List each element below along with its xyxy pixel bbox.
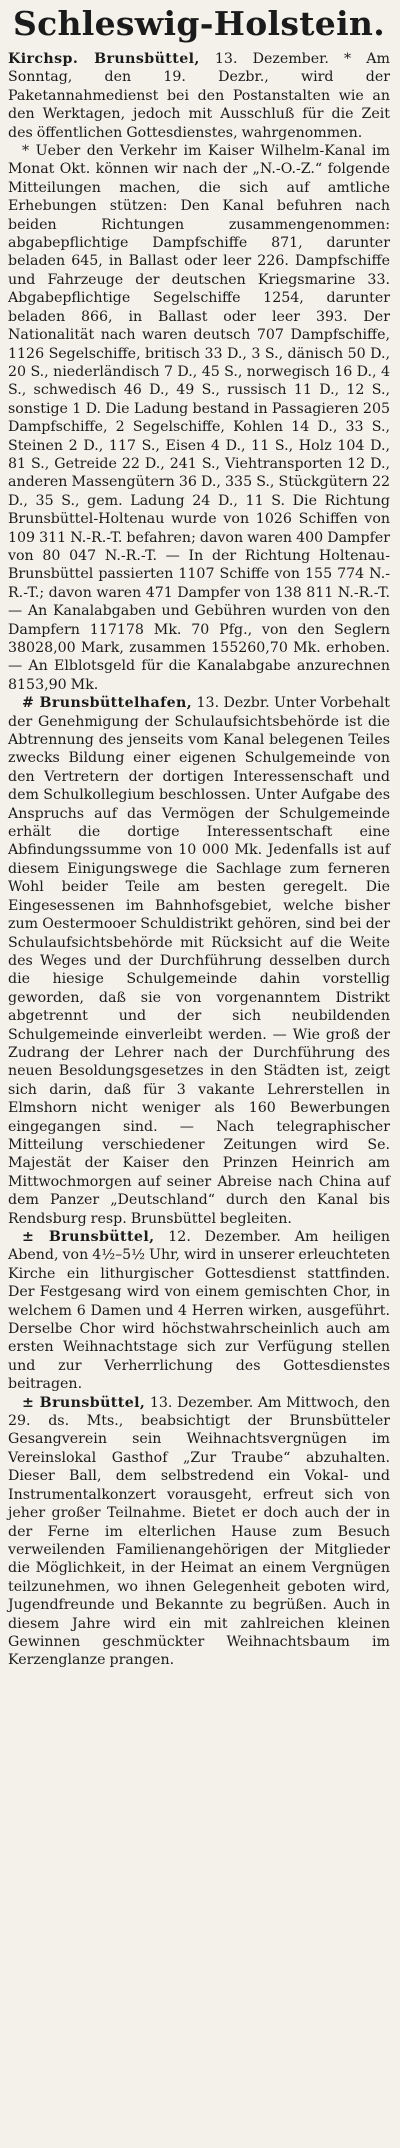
article-dateline: # Brunsbüttelhafen, — [22, 695, 193, 712]
article-text: * Am Sonntag, den 19. Dezbr., wird der Paketannahmedienst bei den Postanstalten wie an den Werktagen, jedoch mit Ausschluß für die Zeit des öffentlichen Gottesdienstes, wahrgenommen. — [8, 51, 390, 141]
article-date: 13. Dezbr. — [196, 695, 270, 712]
article-brunsbuettel-gesangverein — [8, 1394, 390, 1670]
article-paragraph — [8, 50, 390, 142]
article-paragraph — [8, 1394, 390, 1670]
article-text: Am Mittwoch, den 29. ds. Mts., beabsichtigt der Brunsbütteler Gesangverein sein Weihnachtsvergnügen im Vereinslokal Gasthof „Zur Traube“ abzuhalten. Dieser Ball, dem selbstredend ein Vokal- und Instrumentalkonzert vorausgeht, erfreut sich von jeher großer Teilnahme. Bietet er doch auch der in der Ferne im elterlichen Hause zum Besuch verweilenden Familienangehörigen der Mitglieder die Möglichkeit, in der Heimat an einem Vergnügen teilzunehmen, wo ihnen Gelegenheit geboten wird, Jugendfreunde und Bekannte zu begrüßen. Auch in diesem Jahre wird ein mit zahlreichen kleinen Gewinnen geschmückter Weihnachtsbaum im Kerzenglanze prangen. — [8, 1394, 390, 1669]
article-kirchspiel-brunsbuettel — [8, 50, 390, 694]
article-brunsbuettel-gottesdienst — [8, 1228, 390, 1394]
article-dateline: Kirchsp. Brunsbüttel, — [8, 51, 200, 67]
article-date: 13. Dezember. — [214, 51, 329, 67]
article-brunsbuettelhafen — [8, 694, 390, 1228]
article-paragraph — [8, 142, 390, 694]
article-dateline: ± Brunsbüttel, — [22, 1394, 146, 1411]
article-dateline: ± Brunsbüttel, — [22, 1229, 155, 1245]
article-text: * Ueber den Verkehr im Kaiser Wilhelm-Kanal im Monat Okt. können wir nach der „N.-O.-Z.“ folgende Mitteilungen machen, die sich auf amtliche Erhebungen stützen: Den Kanal befuhren nach beiden Richtungen zusammengenommen: abgabepflichtige Dampfschiffe 871, darunter beladen 645, in Ballast oder leer 226. Dampfschiffe und Fahrzeuge der deutschen Kriegsmarine 33. Abgabepflichtige Segelschiffe 1254, darunter beladen 866, in Ballast oder leer 393. Der Nationalität nach waren deutsch 707 Dampfschiffe, 1126 Segelschiffe, britisch 33 D., 3 S., dänisch 50 D., 20 S., niederländisch 7 D., 45 S., norwegisch 16 D., 4 S., schwedisch 46 D., 49 S., russisch 11 D., 12 S., sonstige 1 D. Die Ladung bestand in Passagieren 205 Dampfschiffe, 2 Segelschiffe, Kohlen 14 D., 33 S., Steinen 2 D., 117 S., Eisen 4 D., 11 S., Holz 104 D., 81 S., Getreide 22 D., 241 S., Viehtransporten 12 D., anderen Massengütern 36 D., 335 S., Stückgütern 22 D., 35 S., gem. Ladung 24 D., 11 S. Die Richtung Brunsbüttel-Holtenau wurde von 1026 Schiffen von 109 311 N.-R.-T. befahren; davon waren 400 Dampfer von 80 047 N.-R.-T. — In der Richtung Holtenau-Brunsbüttel passierten 1107 Schiffe von 155 774 N.-R.-T.; davon waren 471 Dampfer von 138 811 N.-R.-T. — An Kanalabgaben und Gebühren wurden von den Dampfern 117178 Mk. 70 Pfg., von den Seglern 38028,00 Mark, zusammen 155260,70 Mk. erhoben. — An Elblotsgeld für die Kanalabgabe anzurechnen 8153,90 Mk. — [8, 143, 390, 693]
article-date: 12. Dezember. — [168, 1229, 281, 1245]
article-paragraph — [8, 694, 390, 1228]
article-text: Am heiligen Abend, von 4½–5½ Uhr, wird in unserer erleuchteten Kirche ein lithurgischer Gottesdienst stattfinden. Der Festgesang wird von einem gemischten Chor, in welchem 6 Damen und 4 Herren wirken, ausgeführt. Derselbe Chor wird höchstwahrscheinlich auch am ersten Weihnachtstage sich zur Verfügung stellen und zur Verherrlichung des Gottesdienstes beitragen. — [8, 1229, 390, 1393]
article-text: Unter Vorbehalt der Genehmigung der Schulaufsichtsbehörde ist die Abtrennung des jenseits vom Kanal belegenen Teiles zwecks Bildung einer eigenen Schulgemeinde von den Vertretern der dortigen Interessenschaft und dem Schulkollegium beschlossen. Unter Aufgabe des Anspruchs auf das Vermögen der Schulgemeinde erhält die dortige Interessentschaft eine Abfindungssumme von 10 000 Mk. Jedenfalls ist auf diesem Einigungswege die Sachlage zum ferneren Wohl beider Teile am besten geregelt. Die Eingesessenen im Bahnhofsgebiet, welche bisher zum Oestermooer Schuldistrikt gehören, sind bei der Schulaufsichtsbehörde mit Rücksicht auf die Weite des Weges und der Durchführung desselben durch die hiesige Schulgemeinde dahin vorstellig geworden, daß sie von vorgenanntem Distrikt abgetrennt und der sich neubildenden Schulgemeinde einverleibt werden. — Wie groß der Zudrang der Lehrer nach der Durchführung des neuen Besoldungsgesetzes in den Städten ist, zeigt sich darin, daß für 3 vakante Lehrerstellen in Elmshorn nicht weniger als 160 Bewerbungen eingegangen sind. — Nach telegraphischer Mitteilung verschiedener Zeitungen wird Se. Majestät der Kaiser den Prinzen Heinrich am Mittwochmorgen auf seiner Abreise nach China auf dem Panzer „Deutschland“ durch den Kanal bis Rendsburg resp. Brunsbüttel begleiten. — [8, 695, 391, 1227]
article-date: 13. Dezember. — [149, 1394, 254, 1411]
section-title: Schleswig-Holstein. — [12, 4, 385, 43]
article-paragraph — [8, 1228, 390, 1394]
